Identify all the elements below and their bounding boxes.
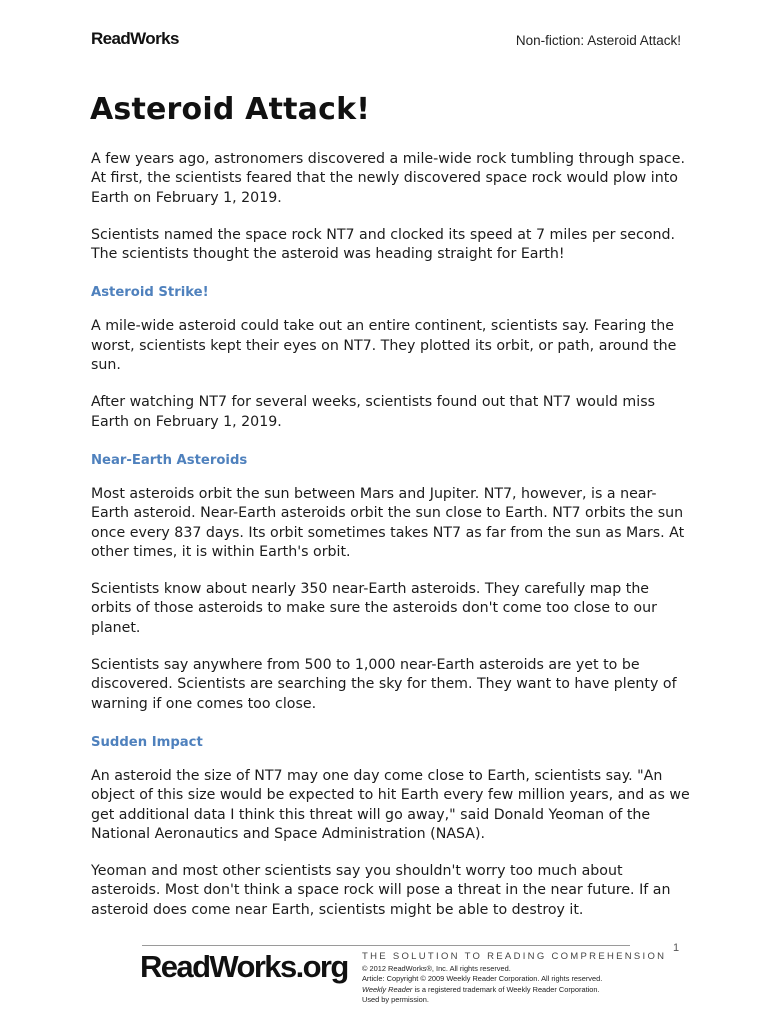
footer-article-copyright: Article: Copyright © 2009 Weekly Reader Corporation. All rights reserved. <box>362 974 603 984</box>
footer-tagline: THE SOLUTION TO READING COMPREHENSION <box>362 951 667 962</box>
footer-permission: Used by permission. <box>362 995 429 1005</box>
body-paragraph: A mile-wide asteroid could take out an entire continent, scientists say. Fearing the worst, scientists kept their eyes on NT7. They plotted its orbit, or path, around the sun. <box>91 318 677 374</box>
trademark-text: is a registered trademark of Weekly Reader Corporation. <box>412 984 600 994</box>
body-paragraph: Yeoman and most other scientists say you shouldn't worry too much about asteroids. Most don't think a space rock will pose a threat in the near future. If an asteroid does come near Earth, scientists might be able to destroy it. <box>91 863 671 918</box>
footer-info-block <box>362 951 666 1006</box>
footer-copyright: © 2012 ReadWorks®, Inc. All rights reserved. <box>362 964 511 973</box>
trademark-name: Weekly Reader <box>362 984 413 994</box>
header-brand-logo: ReadWorks <box>91 29 179 48</box>
body-paragraph: Scientists say anywhere from 500 to 1,000 near-Earth asteroids are yet to be discovered. Scientists are searching the sky for them. They want to have plenty of warning if one comes too close. <box>91 657 677 712</box>
header-document-label: Non-fiction: Asteroid Attack! <box>515 33 681 48</box>
page-number: 1 <box>673 942 680 954</box>
article-title: Asteroid Attack! <box>90 92 371 127</box>
section-heading-asteroid-strike: Asteroid Strike! <box>91 285 209 301</box>
body-paragraph: Most asteroids orbit the sun between Mars and Jupiter. NT7, however, is a near-Earth asteroid. Near-Earth asteroids orbit the sun close to Earth. NT7 orbits the sun once every 837 days. Its orbit sometimes takes NT7 as far from the sun as Mars. At other times, it is within Earth's orbit. <box>91 485 685 560</box>
footer-trademark <box>362 985 666 995</box>
footer-divider <box>142 945 630 946</box>
body-paragraph: After watching NT7 for several weeks, scientists found out that NT7 would miss Earth on February 1, 2019. <box>91 394 655 430</box>
intro-paragraph: A few years ago, astronomers discovered a mile-wide rock tumbling through space. At first, the scientists feared that the newly discovered space rock would plow into Earth on February 1, 2019. <box>91 151 685 206</box>
section-heading-sudden-impact: Sudden Impact <box>91 734 203 750</box>
article-body <box>91 150 691 938</box>
body-paragraph: Scientists know about nearly 350 near-Earth asteroids. They carefully map the orbits of those asteroids to make sure the asteroids don't come too close to our planet. <box>91 581 657 636</box>
footer-readworks-logo: ReadWorks.org <box>140 949 348 984</box>
intro-paragraph: Scientists named the space rock NT7 and clocked its speed at 7 miles per second. The scientists thought the asteroid was heading straight for Earth! <box>91 226 676 263</box>
body-paragraph: An asteroid the size of NT7 may one day come close to Earth, scientists say. "An object of this size would be expected to hit Earth every few million years, and as we get additional data I think this threat will go away," said Donald Yeoman of the National Aeronautics and Space Administration (NASA). <box>91 767 690 842</box>
section-heading-near-earth-asteroids: Near-Earth Asteroids <box>91 452 248 468</box>
